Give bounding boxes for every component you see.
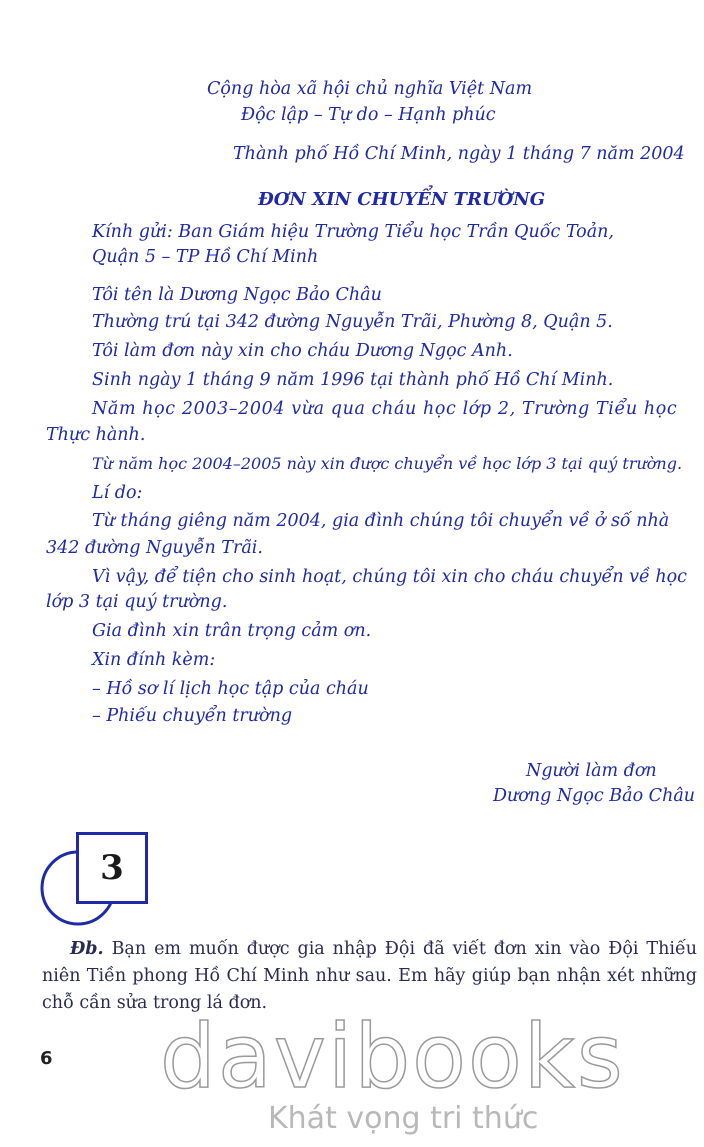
signer-name: Dương Ngọc Bảo Châu <box>493 786 696 806</box>
exercise-label: Đb. <box>70 939 104 959</box>
exercise-text: Bạn em muốn được gia nhập Đội đã viết đơn xin vào Đội Thiếu niên Tiền phong Hồ Chí Minh như sau. Em hãy giúp bạn nhận xét những chỗ cần sửa trong lá đơn. <box>42 939 697 1013</box>
place-date: Thành phố Hồ Chí Minh, ngày 1 tháng 7 năm 2004 <box>233 144 685 164</box>
recipient-line1: Kính gửi: Ban Giám hiệu Trường Tiểu học Trần Quốc Toản, <box>92 222 614 242</box>
letter-line: 342 đường Nguyễn Trãi. <box>46 538 263 558</box>
national-motto-line2: Độc lập – Tự do – Hạnh phúc <box>241 105 496 125</box>
letter-line: Gia đình xin trân trọng cảm ơn. <box>92 621 372 641</box>
letter-line: lớp 3 tại quý trường. <box>46 592 228 612</box>
national-motto-line1: Cộng hòa xã hội chủ nghĩa Việt Nam <box>207 79 533 99</box>
letter-title: ĐƠN XIN CHUYỂN TRƯỜNG <box>258 189 546 210</box>
letter-line: Thực hành. <box>46 425 146 445</box>
letter-line: Vì vậy, để tiện cho sinh hoạt, chúng tôi xin cho cháu chuyển về học <box>92 567 687 587</box>
letter-line: Xin đính kèm: <box>92 650 216 670</box>
recipient-line2: Quận 5 – TP Hồ Chí Minh <box>92 247 319 267</box>
watermark-logo: davibooks <box>160 1005 625 1108</box>
signer-role: Người làm đơn <box>526 761 657 781</box>
letter-line: Tôi làm đơn này xin cho cháu Dương Ngọc Anh. <box>92 341 513 361</box>
watermark-slogan: Khát vọng tri thức <box>268 1101 539 1136</box>
letter-line: Tôi tên là Dương Ngọc Bảo Châu <box>92 285 382 305</box>
letter-line: Năm học 2003–2004 vừa qua cháu học lớp 2, Trường Tiểu học <box>92 399 678 419</box>
letter-line: Từ năm học 2004–2005 này xin được chuyển về học lớp 3 tại quý trường. <box>92 454 683 473</box>
attachment-item: – Phiếu chuyển trường <box>92 706 293 726</box>
letter-line: Lí do: <box>92 483 143 503</box>
attachment-item: – Hồ sơ lí lịch học tập của cháu <box>92 679 369 699</box>
exercise-number-badge: 3 <box>76 832 148 904</box>
letter-line: Thường trú tại 342 đường Nguyễn Trãi, Phường 8, Quận 5. <box>92 312 613 332</box>
page-number: 6 <box>40 1048 53 1069</box>
letter-line: Từ tháng giêng năm 2004, gia đình chúng tôi chuyển về ở số nhà <box>92 511 670 531</box>
letter-line: Sinh ngày 1 tháng 9 năm 1996 tại thành phố Hồ Chí Minh. <box>92 370 614 390</box>
